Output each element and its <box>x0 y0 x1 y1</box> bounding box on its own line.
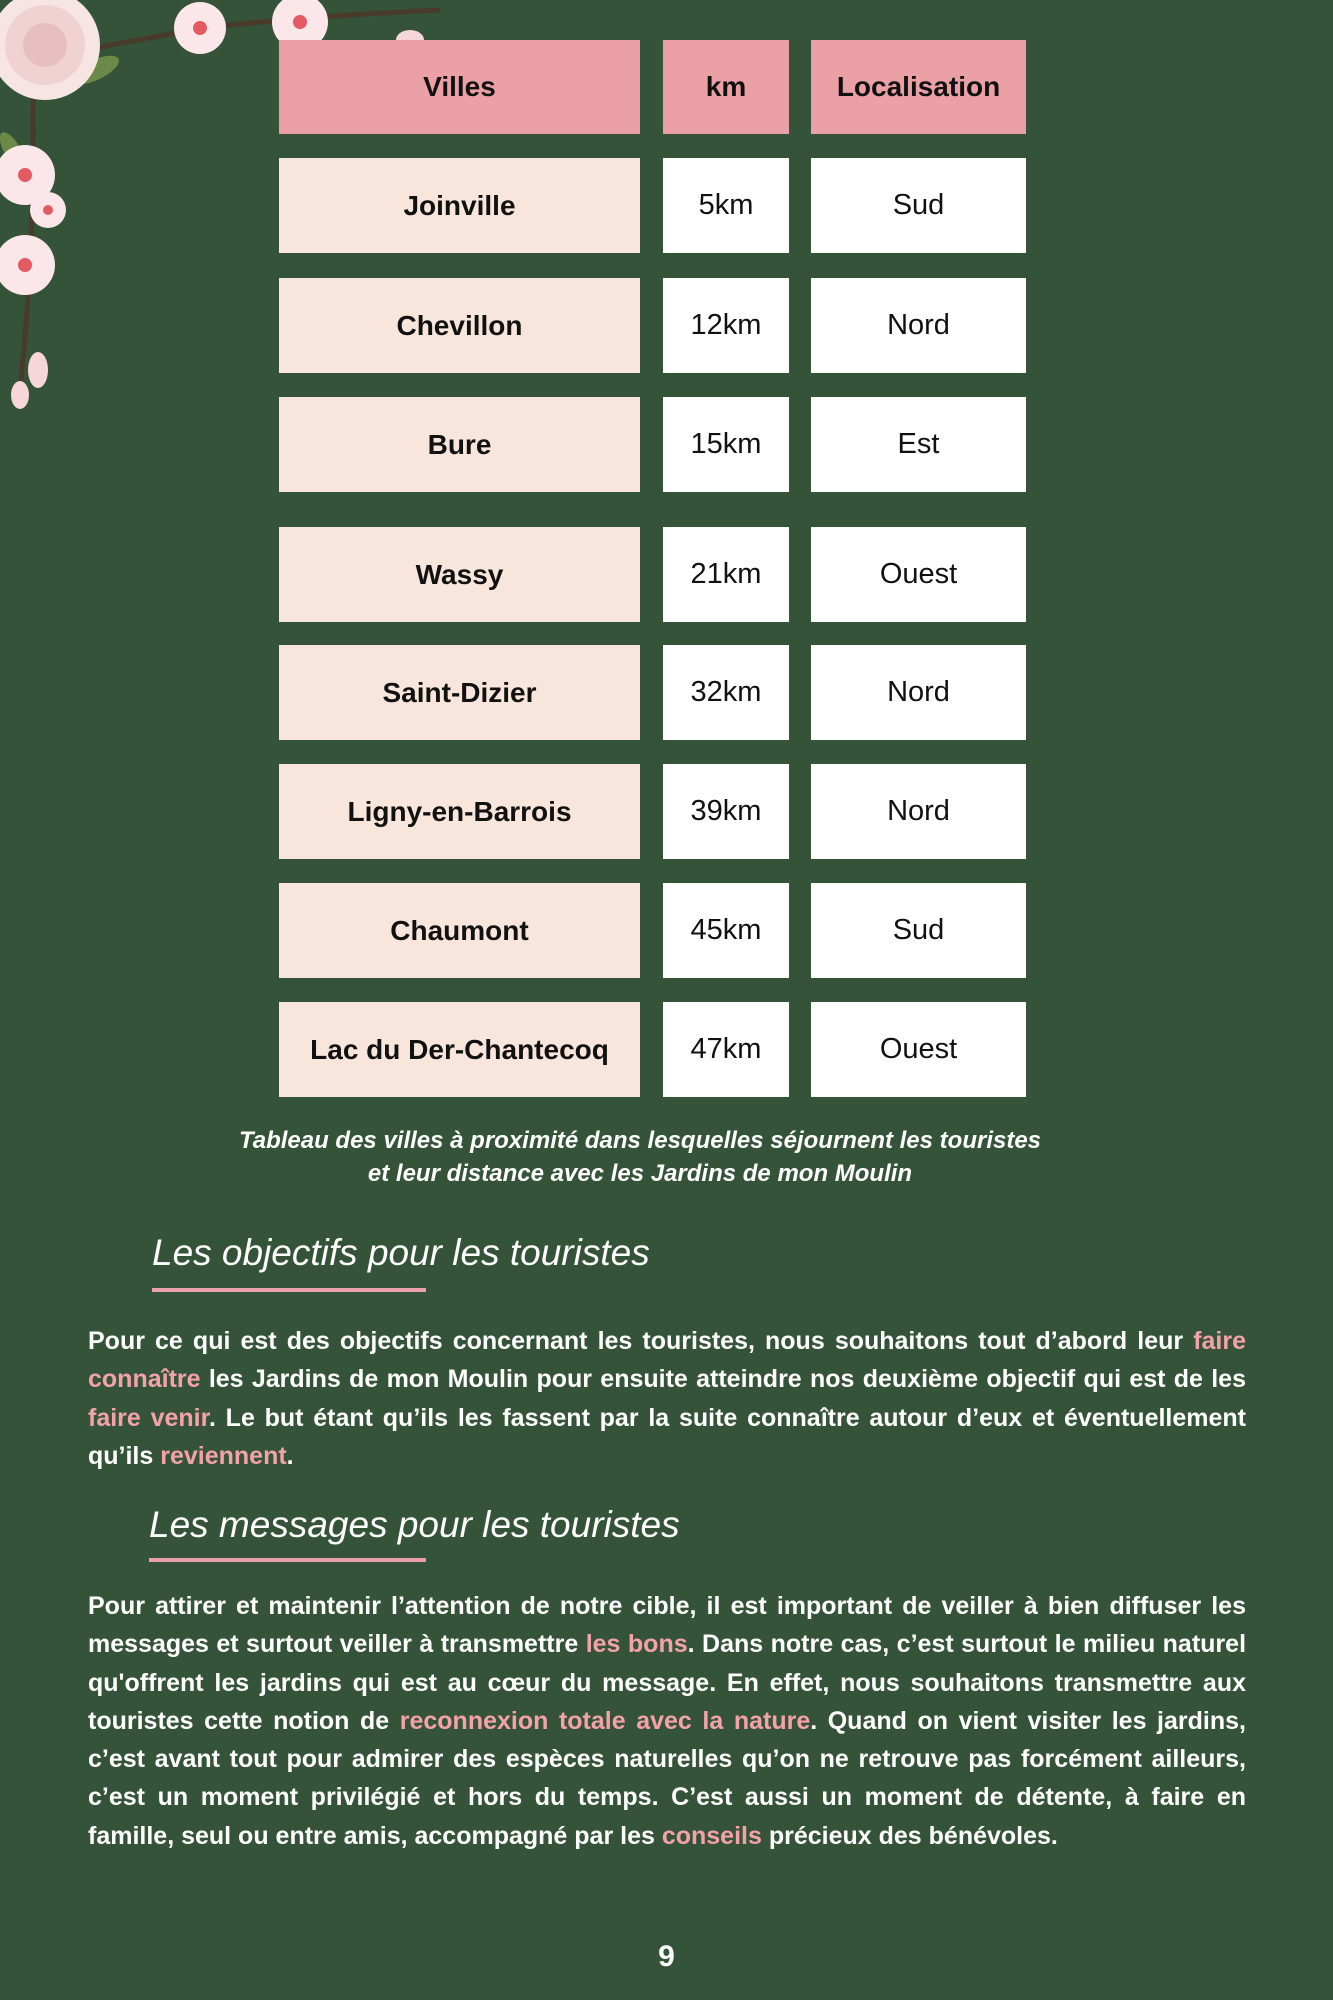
text: . <box>286 1441 294 1470</box>
table-cell-km: 21km <box>663 527 789 622</box>
table-cell-km: 45km <box>663 883 789 978</box>
highlight-text: conseils <box>661 1821 762 1850</box>
text: . Le but étant qu’ils les fassent par la suite connaître autour d’eux et éventuellement qu’ils <box>88 1403 1246 1470</box>
table-cell-km: 39km <box>663 764 789 859</box>
table-cell-city: Wassy <box>279 527 640 622</box>
table-cell-city: Lac du Der-Chantecoq <box>279 1002 640 1097</box>
heading-underline <box>152 1288 426 1292</box>
highlight-text: reconnexion totale avec la nature <box>399 1706 811 1735</box>
table-cell-loc: Sud <box>811 158 1026 253</box>
table-cell-loc: Ouest <box>811 1002 1026 1097</box>
section-heading-objectifs: Les objectifs pour les touristes <box>152 1232 650 1273</box>
paragraph-messages <box>88 1587 1246 1855</box>
table-cell-city: Saint-Dizier <box>279 645 640 740</box>
table-cell-loc: Nord <box>811 645 1026 740</box>
table-cell-loc: Ouest <box>811 527 1026 622</box>
table-caption <box>180 1124 1100 1190</box>
table-cell-km: 5km <box>663 158 789 253</box>
highlight-text: faire venir <box>88 1403 209 1432</box>
table-header-cell: Villes <box>279 40 640 134</box>
table-cell-loc: Nord <box>811 278 1026 373</box>
section-heading-messages: Les messages pour les touristes <box>149 1504 680 1545</box>
text: Pour ce qui est des objectifs concernant les touristes, nous souhaitons tout d’abord leur <box>88 1327 1194 1355</box>
table-cell-city: Bure <box>279 397 640 492</box>
table-cell-city: Chaumont <box>279 883 640 978</box>
table-cell-loc: Sud <box>811 883 1026 978</box>
highlight-text: les bons <box>585 1630 688 1659</box>
table-cell-km: 12km <box>663 278 789 373</box>
heading-underline <box>149 1558 426 1562</box>
highlight-text: reviennent <box>160 1441 287 1470</box>
page-number: 9 <box>658 1940 675 1973</box>
caption-line-1: Tableau des villes à proximité dans lesquelles séjournent les touristes <box>238 1127 1042 1154</box>
table-cell-loc: Nord <box>811 764 1026 859</box>
table-cell-km: 15km <box>663 397 789 492</box>
text: précieux des bénévoles. <box>761 1821 1058 1850</box>
table-cell-km: 32km <box>663 645 789 740</box>
table-cell-loc: Est <box>811 397 1026 492</box>
table-cell-city: Chevillon <box>279 278 640 373</box>
text: . Quand on vient visiter les jardins, c’est avant tout pour admirer des espèces naturelles qu’on ne retrouve pas forcément ailleurs, c’est un moment privilégié et hors du temps. C’est aussi un moment de détente, à faire en famille, seul ou entre amis, accompagné par les <box>88 1706 1246 1850</box>
text: Pour attirer et maintenir l’attention de notre cible, il est important de veiller à bien diffuser les messages et surtout veiller à transmettre <box>88 1592 1246 1659</box>
highlight-text: faire connaître <box>88 1327 1246 1394</box>
text: . Dans notre cas, c’est surtout le milieu naturel qu'offrent les jardins qui est au cœur du message. En effet, nous souhaitons transmettre aux touristes cette notion de <box>88 1630 1247 1735</box>
table-cell-city: Joinville <box>279 158 640 253</box>
table-cell-km: 47km <box>663 1002 789 1097</box>
caption-line-2: et leur distance avec les Jardins de mon Moulin <box>367 1160 913 1187</box>
text: les Jardins de mon Moulin pour ensuite atteindre nos deuxième objectif qui est de les <box>200 1365 1246 1394</box>
table-header-cell: km <box>663 40 789 134</box>
table-cell-city: Ligny-en-Barrois <box>279 764 640 859</box>
paragraph-objectifs <box>88 1322 1246 1475</box>
table-header-cell: Localisation <box>811 40 1026 134</box>
